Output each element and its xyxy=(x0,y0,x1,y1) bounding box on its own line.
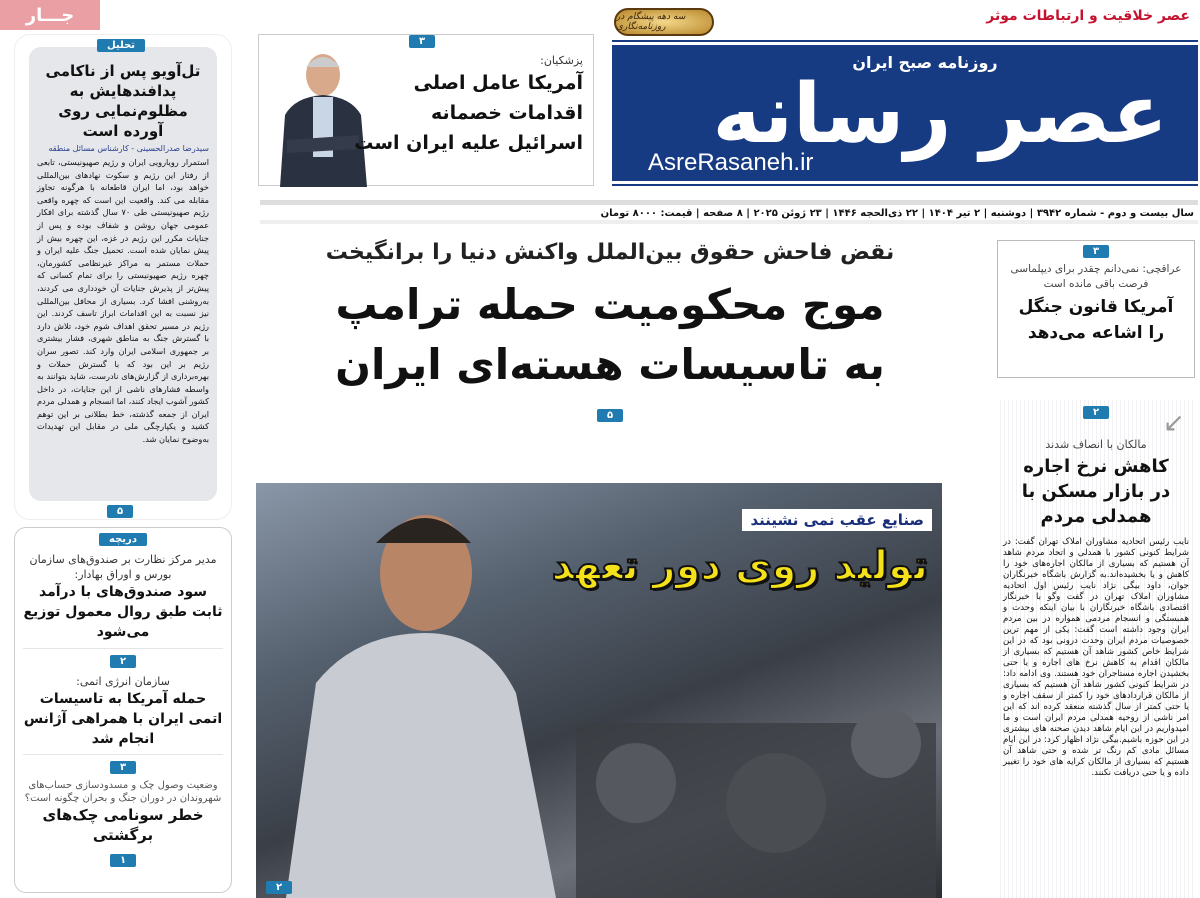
analysis-body: استمرار رویارویی ایران و رژیم صهیونیستی، تابعی از رفتار این رژیم و سکوت نهادهای بین‌المللی خواهد بود، اما ایران قاطعانه با هرگونه تجاوز مقابله می کند. واقعیت این است که چهره واقعی رژیم صهیونیستی طی ۷۰ سال گذشته برای افکار عمومی جهان روشن و شفاف بوده و پس از جنایات مکرر این رژیم در غزه، این چهره بیش از پیش نمایان شده است. تحمیل جنگ علیه ایران و حملات مستمر به مراکز غیرنظامی کشورمان، چهره رژیم صهیونیستی را برای تمام کسانی که پیش‌تر از پذیرش جنایات آن خودداری می کردند، به‌روشنی افشا کرد. بسیاری از محافل بین‌المللی نیز نسبت به این اقدامات ابراز تاسف کردند. این رژیم در مسیر تحقق اهداف شوم خود، تلاش دارد با گسترش جنگ به مناطق شهری، فشار بیشتری بر جمهوری اسلامی ایران وارد کند. تصور سران رژیم بر این بود که با گسترش حملات و بهره‌برداری از گزارش‌های نادرست، شاید بتوانند به واسطه فشارهای ناشی از این جنایات، در داخل کشور آشوب ایجاد کنند، اما انسجام و همدلی مردم ایران از جمعه گذشته، خط بطلانی بر این توهم کشید و یکپارچگی ملی در مقابل این تهدیدات به‌وضوح نمایان شد. xyxy=(37,157,209,445)
section-tag: تحلیل xyxy=(97,39,145,52)
page-tag[interactable]: ۲ xyxy=(110,655,136,668)
analysis-headline: تل‌آویو پس از ناکامی پدافندهایش به مظلوم‌نمایی روی آورده است xyxy=(45,62,201,140)
headline: کاهش نرخ اجاره در بازار مسکن با همدلی مردم xyxy=(1021,456,1171,527)
gregorian-date: ۲۳ ژوئن ۲۰۲۵ xyxy=(753,208,822,219)
page-tag[interactable]: ۳ xyxy=(1083,245,1109,258)
page-tag[interactable]: ۲ xyxy=(1083,406,1109,419)
photo-headline: تولید روی دور تعهد xyxy=(551,543,928,589)
main-headline-line: موج محکومیت حمله ترامپ xyxy=(335,280,885,329)
main-kicker: نقض فاحش حقوق بین‌الملل واکنش دنیا را برانگیخت xyxy=(325,240,895,265)
main-headline-line: به تاسیسات هسته‌ای ایران xyxy=(335,340,885,389)
headline-line: اقدامات خصمانه xyxy=(431,102,583,124)
main-story[interactable] xyxy=(260,240,960,422)
araghchi-story[interactable] xyxy=(997,240,1195,378)
brief-headline: سود صندوق‌های با درآمد ثابت طبق روال معمول توزیع می‌شود xyxy=(23,584,223,640)
headline-line: آمریکا عامل اصلی xyxy=(413,72,583,94)
kicker: پزشکیان: xyxy=(540,54,583,67)
watermark-logo: جـــار xyxy=(0,0,100,30)
page-count: ۸ صفحه xyxy=(703,208,743,219)
page-tag[interactable]: ۱ xyxy=(110,854,136,867)
brief-kicker: سازمان انرژی اتمی: xyxy=(76,675,170,688)
brief-item[interactable] xyxy=(23,552,223,668)
price: قیمت: ۸۰۰۰ تومان xyxy=(600,208,693,219)
analysis-column[interactable] xyxy=(14,34,232,520)
kicker: مالکان با انصاف شدند xyxy=(1045,438,1147,451)
headline-line: اسرائیل علیه ایران است xyxy=(354,132,583,154)
page-tag[interactable]: ۳ xyxy=(110,761,136,774)
arrow-icon: ↙ xyxy=(1163,408,1185,438)
slogan: عصر خلاقیت و ارتباطات موثر xyxy=(986,8,1190,24)
brief-kicker: مدیر مرکز نظارت بر صندوق‌های سازمان بورس و اوراق بهادار: xyxy=(29,553,217,581)
brief-headline: خطر سونامی چک‌های برگشتی xyxy=(42,806,204,844)
page-tag[interactable]: ۵ xyxy=(597,409,623,422)
brief-item[interactable] xyxy=(23,779,223,867)
solar-date: ۲ تیر ۱۴۰۴ xyxy=(928,208,981,219)
pezeshkian-story[interactable] xyxy=(258,34,594,186)
newspaper-title: عصر رسانه xyxy=(712,67,1168,162)
masthead xyxy=(612,40,1198,186)
issue: سال بیست و دوم - شماره ۳۹۴۲ xyxy=(1036,208,1194,219)
page-tag[interactable]: ۳ xyxy=(409,35,435,48)
photo-kicker: صنایع عقب نمی نشینند xyxy=(742,509,932,531)
pezeshkian-photo xyxy=(275,45,371,187)
section-tag: دریچه xyxy=(99,533,147,546)
briefs-column xyxy=(14,527,232,893)
kicker: عراقچی: نمی‌دانم چقدر برای دیپلماسی فرصت باقی مانده است xyxy=(1010,263,1182,290)
rent-story[interactable] xyxy=(997,400,1195,898)
masthead-subtitle: روزنامه صبح ایران xyxy=(852,53,998,72)
author: سیدرضا صدرالحسینی - کارشناس مسائل منطقه xyxy=(48,144,209,153)
anniversary-seal: سه دهه پیشگام در روزنامه‌نگاری xyxy=(614,8,714,36)
article-body: نایب رئیس اتحادیه مشاوران املاک تهران گفت: در شرایط کنونی کشور با همدلی و اتحاد مردم شاهد آن هستیم که بسیاری از مالکان اجاره‌های خود را کاهش و یا بخشیده‌اند.به گزارش باشگاه خبرنگاران جوان، داود بیگی نژاد نایب رئیس اول اتحادیه مشاوران املاک تهران در گفت وگو با خبرنگار اقتصادی باشگاه خبرنگاران با بیان اینکه وحدت و همبستگی و انسجام مردمی همواره در بین مردم ایران وجود داشته است گفت: یکی از مهم ترین خصوصیات مردم ایران وحدت درونی بود که در این شرایط خاص کشور شاهد آن هستیم که بسیاری از مالکان اقدام به کاهش نرخ های اجاره و یا حتی بخشیدن اجاره مستاجران خود هستند. وی ادامه داد: در شرایط کنونی کشور شاهد آن هستیم که بسیاری از مالکان قراردادهای خود را کمتر از سقف اجاره و یا حتی کمتر از سال گذشته منعقد کرده اند که این امر ناشی از روحیه همدلی مردم ایران است و ما امیدواریم در این ایام شاهد دیدن صحنه های بیشتری در این حوزه باشیم.بیگی نژاد اظهار کرد: در این ایام مسائل مادی کم رنگ تر شده و حتی شاهد آن هستیم که بسیاری از مالکان کرایه های خود را تغییر داده و یا حتی دریافت نکنند. xyxy=(1003,537,1189,778)
page-tag[interactable]: ۵ xyxy=(107,505,133,518)
brief-item[interactable] xyxy=(23,674,223,774)
page-tag[interactable]: ۲ xyxy=(266,881,292,894)
brief-headline: حمله آمریکا به تاسیسات اتمی ایران با همراهی آژانس انجام شد xyxy=(23,691,223,747)
factory-photo[interactable] xyxy=(256,483,942,898)
dateline: سال بیست و دوم - شماره ۳۹۴۲ | دوشنبه | ۲ تیر ۱۴۰۴ | ۲۲ ذی‌الحجه ۱۴۴۶ | ۲۳ ژوئن ۲۰۲۵ | ۸ صفحه | قیمت: ۸۰۰۰ تومان xyxy=(260,200,1198,224)
brief-kicker: وضعیت وصول چک و مسدودسازی حساب‌های شهروندان در دوران جنگ و بحران چگونه است؟ xyxy=(24,780,222,804)
weekday: دوشنبه xyxy=(990,208,1027,219)
website-url[interactable]: AsreRasaneh.ir xyxy=(648,149,814,176)
lunar-date: ۲۲ ذی‌الحجه ۱۴۴۶ xyxy=(832,208,918,219)
headline: آمریکا قانون جنگل را اشاعه می‌دهد xyxy=(1018,297,1174,343)
